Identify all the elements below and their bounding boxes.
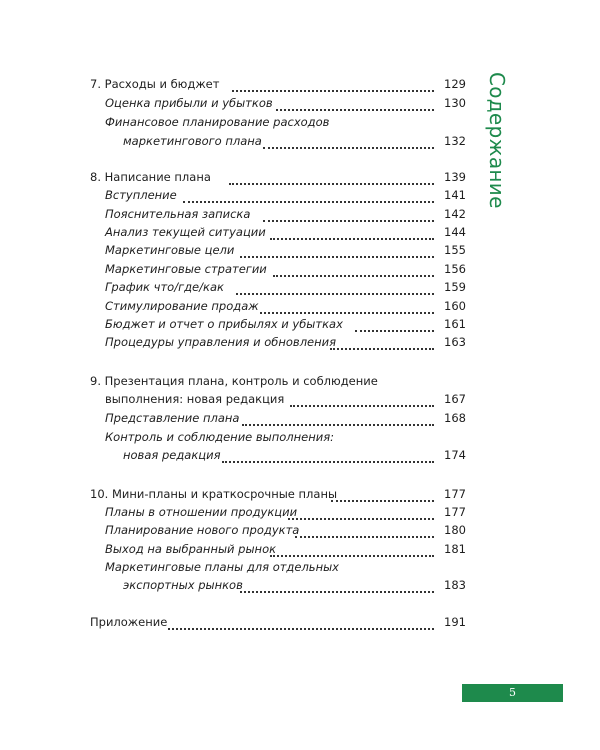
toc-entry-title: Процедуры управления и обновления	[105, 335, 337, 349]
toc-entry[interactable]	[0, 315, 466, 333]
toc-section-title: 8. Написание плана	[90, 170, 211, 184]
toc-entry[interactable]	[0, 521, 466, 539]
toc-page-number: 156	[444, 262, 466, 276]
toc-page-number: 132	[444, 134, 466, 148]
toc-section-title: Приложение	[90, 615, 168, 629]
toc-entry-title: Маркетинговые планы для отдельных	[105, 560, 339, 574]
toc-entry[interactable]	[0, 540, 466, 558]
toc-section-title: 9. Презентация плана, контроль и соблюдение	[90, 374, 378, 388]
toc-entry[interactable]	[0, 576, 466, 594]
toc-entry[interactable]	[0, 205, 466, 223]
toc-entry-title: Анализ текущей ситуации	[105, 225, 266, 239]
toc-page-number: 129	[444, 77, 466, 91]
toc-entry[interactable]	[0, 186, 466, 204]
toc-entry-title: Бюджет и отчет о прибылях и убытках	[105, 317, 343, 331]
dot-leader	[232, 80, 434, 92]
toc-page-number: 155	[444, 243, 466, 257]
toc-page-number: 174	[444, 448, 466, 462]
toc-entry-line1[interactable]	[0, 113, 466, 131]
toc-page-number: 159	[444, 280, 466, 294]
toc-entry[interactable]	[0, 409, 466, 427]
dot-leader	[273, 265, 434, 277]
toc-entry[interactable]	[0, 446, 466, 464]
toc-section-8[interactable]	[0, 168, 466, 186]
toc-entry-title: Финансовое планирование расходов	[105, 115, 330, 129]
dot-leader	[355, 320, 434, 332]
toc-entry[interactable]	[0, 297, 466, 315]
toc-page-number: 168	[444, 411, 466, 425]
toc-entry-title: Вступление	[105, 188, 177, 202]
toc-page-number: 141	[444, 188, 466, 202]
toc-page-number: 160	[444, 299, 466, 313]
dot-leader	[288, 508, 434, 520]
toc-page-number: 181	[444, 542, 466, 556]
dot-leader	[222, 451, 434, 463]
toc-entry-line1[interactable]	[0, 558, 466, 576]
toc-section-title: 10. Мини-планы и краткосрочные планы	[90, 487, 338, 501]
toc-entry-title: Представление плана	[105, 411, 240, 425]
page-number: 5	[509, 686, 516, 699]
side-heading: Содержание	[485, 72, 509, 209]
toc-entry[interactable]	[0, 278, 466, 296]
toc-section-9[interactable]	[0, 390, 466, 408]
toc-entry-title: Оценка прибыли и убытков	[105, 96, 273, 110]
toc-entry-title: новая редакция	[123, 448, 221, 462]
toc-entry-title: Пояснительная записка	[105, 207, 251, 221]
toc-entry-line1[interactable]	[0, 428, 466, 446]
dot-leader	[295, 526, 434, 538]
toc-entry-title: Выход на выбранный рынок	[105, 542, 277, 556]
toc-appendix[interactable]	[0, 613, 466, 631]
toc-section-title: 7. Расходы и бюджет	[90, 77, 220, 91]
toc-entry[interactable]	[0, 260, 466, 278]
toc-entry-title: Маркетинговые стратегии	[105, 262, 267, 276]
toc-page-number: 144	[444, 225, 466, 239]
toc-section-9-line1[interactable]	[0, 372, 466, 390]
dot-leader	[270, 545, 434, 557]
dot-leader	[331, 490, 434, 502]
toc-section-10[interactable]	[0, 485, 466, 503]
page-number-tab	[462, 684, 563, 702]
dot-leader	[290, 395, 434, 407]
toc-entry-title: маркетингового плана	[123, 134, 262, 148]
toc-entry-title: Планы в отношении продукции	[105, 505, 298, 519]
dot-leader	[260, 302, 434, 314]
toc-entry-title: Контроль и соблюдение выполнения:	[105, 430, 335, 444]
toc-page-number: 161	[444, 317, 466, 331]
toc-page-number: 191	[444, 615, 466, 629]
toc-section-7[interactable]	[0, 75, 466, 93]
toc-entry-title: Стимулирование продаж	[105, 299, 259, 313]
dot-leader	[242, 414, 434, 426]
toc-entry[interactable]	[0, 94, 466, 112]
toc-entry[interactable]	[0, 241, 466, 259]
dot-leader	[168, 618, 434, 630]
dot-leader	[330, 338, 434, 350]
toc-entry-title: Маркетинговые цели	[105, 243, 235, 257]
toc-entry[interactable]	[0, 503, 466, 521]
toc-entry[interactable]	[0, 333, 466, 351]
dot-leader	[183, 191, 434, 203]
toc-entry-title: График что/где/как	[105, 280, 224, 294]
toc-entry-title: экспортных рынков	[123, 578, 243, 592]
toc-page-number: 177	[444, 487, 466, 501]
toc-page-number: 177	[444, 505, 466, 519]
dot-leader	[270, 228, 434, 240]
dot-leader	[263, 210, 434, 222]
toc-page-number: 130	[444, 96, 466, 110]
toc-page-number: 167	[444, 392, 466, 406]
dot-leader	[263, 137, 434, 149]
toc-page-number: 183	[444, 578, 466, 592]
dot-leader	[236, 283, 434, 295]
toc-page-number: 180	[444, 523, 466, 537]
toc-entry[interactable]	[0, 132, 466, 150]
toc-page-number: 142	[444, 207, 466, 221]
dot-leader	[276, 99, 434, 111]
toc-entry[interactable]	[0, 223, 466, 241]
toc-section-title: выполнения: новая редакция	[105, 392, 285, 406]
toc-page-number: 139	[444, 170, 466, 184]
toc-entry-title: Планирование нового продукта	[105, 523, 300, 537]
dot-leader	[240, 246, 434, 258]
dot-leader	[229, 173, 434, 185]
toc-page-number: 163	[444, 335, 466, 349]
dot-leader	[240, 581, 434, 593]
